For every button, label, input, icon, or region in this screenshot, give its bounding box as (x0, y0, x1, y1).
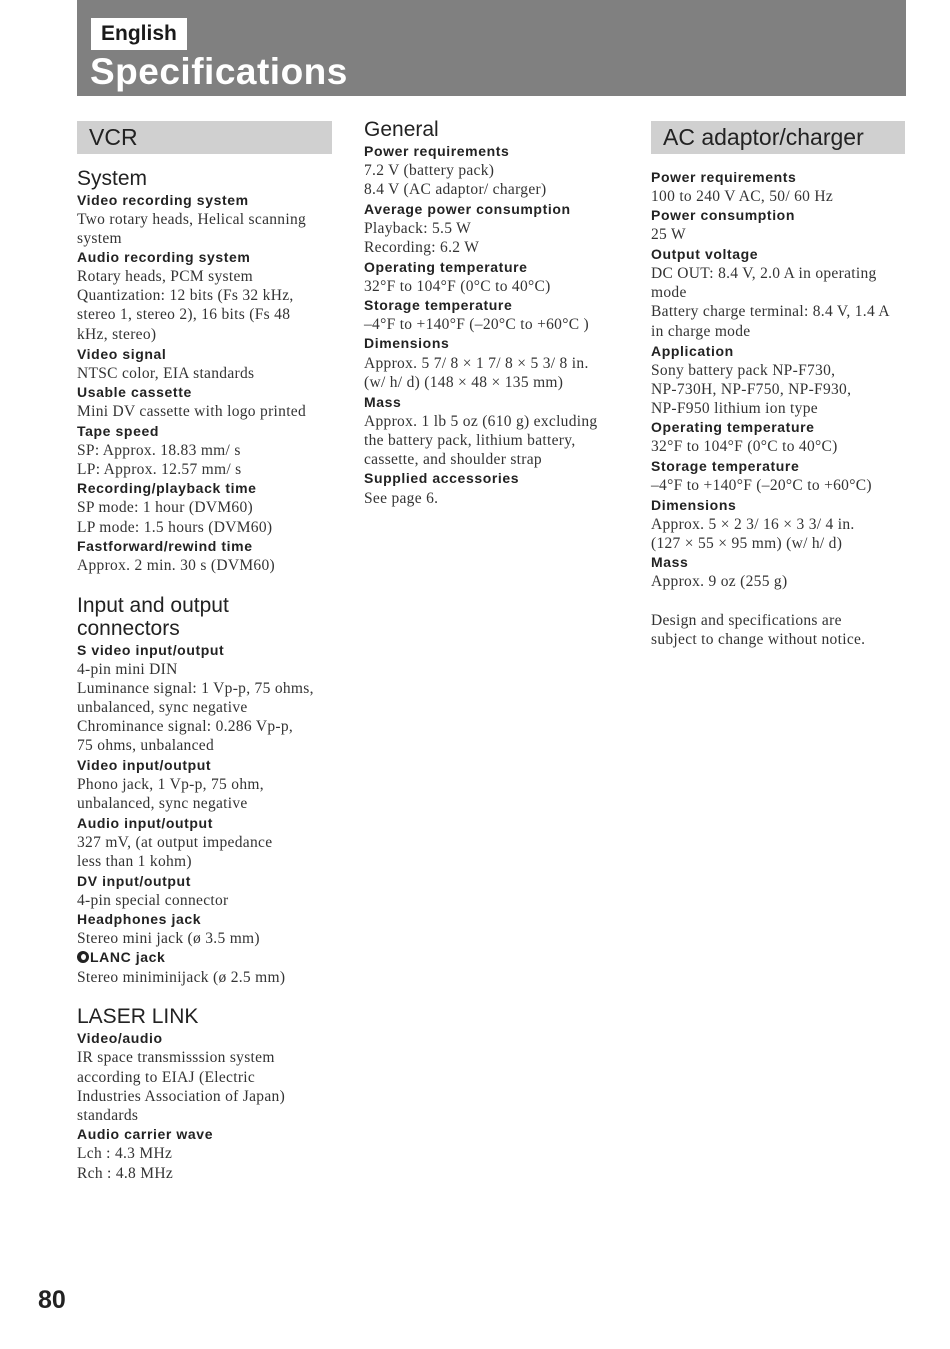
spec-value: kHz, stereo) (77, 326, 157, 343)
spec-value: 75 ohms, unbalanced (77, 737, 214, 754)
spec-value: 100 to 240 V AC, 50/ 60 Hz (651, 188, 834, 205)
spec-value: See page 6. (364, 490, 439, 507)
spec-value: 32°F to 104°F (0°C to 40°C) (364, 278, 551, 295)
spec-label: Power consumption (651, 207, 795, 223)
spec-value: cassette, and shoulder strap (364, 451, 542, 468)
spec-value: system (77, 230, 122, 247)
spec-label: Operating temperature (364, 259, 528, 275)
spec-value: Approx. 9 oz (255 g) (651, 573, 788, 590)
spec-value: Chrominance signal: 0.286 Vp-p, (77, 718, 294, 735)
spec-label: Tape speed (77, 423, 159, 439)
spec-value: SP: Approx. 18.83 mm/ s (77, 442, 241, 459)
spec-value: Two rotary heads, Helical scanning (77, 211, 307, 228)
spec-value: according to EIAJ (Electric (77, 1069, 256, 1086)
spec-value: NP-F950 lithium ion type (651, 400, 818, 417)
spec-value: 4-pin mini DIN (77, 661, 178, 678)
spec-label: Fastforward/rewind time (77, 538, 253, 554)
lanc-icon (77, 951, 89, 963)
system-heading: System (77, 167, 148, 190)
spec-label: Recording/playback time (77, 480, 257, 496)
spec-value: less than 1 kohm) (77, 853, 192, 870)
spec-label: Video signal (77, 346, 167, 362)
spec-value: 32°F to 104°F (0°C to 40°C) (651, 438, 838, 455)
notice-text: subject to change without notice. (651, 631, 866, 648)
spec-label-text: LANC jack (90, 949, 166, 965)
spec-label: Mass (651, 554, 689, 570)
spec-label: Usable cassette (77, 384, 192, 400)
spec-value: standards (77, 1107, 139, 1124)
spec-value: Phono jack, 1 Vp-p, 75 ohm, (77, 776, 264, 793)
spec-value: Stereo miniminijack (ø 2.5 mm) (77, 969, 286, 986)
vcr-heading: VCR (77, 121, 332, 154)
spec-value: Playback: 5.5 W (364, 220, 472, 237)
spec-label: Dimensions (364, 335, 450, 351)
spec-value: 25 W (651, 226, 686, 243)
general-heading: General (364, 118, 439, 141)
spec-label: Supplied accessories (364, 470, 520, 486)
spec-label: Power requirements (364, 143, 510, 159)
spec-value: 8.4 V (AC adaptor/ charger) (364, 181, 547, 198)
spec-value: in charge mode (651, 323, 751, 340)
spec-label: Storage temperature (651, 458, 800, 474)
spec-value: Approx. 1 lb 5 oz (610 g) excluding (364, 413, 598, 430)
spec-value: the battery pack, lithium battery, (364, 432, 576, 449)
spec-value: IR space transmisssion system (77, 1049, 275, 1066)
spec-value: Recording: 6.2 W (364, 239, 480, 256)
spec-value: Luminance signal: 1 Vp-p, 75 ohms, (77, 680, 314, 697)
spec-value: Rch : 4.8 MHz (77, 1165, 174, 1182)
page-title: Specifications (90, 51, 348, 92)
spec-value: LP: Approx. 12.57 mm/ s (77, 461, 242, 478)
spec-value: Approx. 2 min. 30 s (DVM60) (77, 557, 275, 574)
spec-value: NP-730H, NP-F750, NP-F930, (651, 381, 852, 398)
page-number: 80 (38, 1286, 66, 1314)
spec-value: Quantization: 12 bits (Fs 32 kHz, (77, 287, 294, 304)
lanc-jack-label (77, 948, 165, 967)
spec-value: LP mode: 1.5 hours (DVM60) (77, 519, 273, 536)
spec-value: Stereo mini jack (ø 3.5 mm) (77, 930, 260, 947)
spec-value: Approx. 5 7/ 8 × 1 7/ 8 × 5 3/ 8 in. (364, 355, 589, 372)
spec-value: unbalanced, sync negative (77, 795, 248, 812)
spec-value: 327 mV, (at output impedance (77, 834, 273, 851)
spec-label: DV input/output (77, 873, 191, 889)
spec-value: Battery charge terminal: 8.4 V, 1.4 A (651, 303, 890, 320)
spec-label: Video/audio (77, 1030, 163, 1046)
spec-label: S video input/output (77, 642, 225, 658)
spec-value: Lch : 4.3 MHz (77, 1145, 173, 1162)
spec-label: Video input/output (77, 757, 212, 773)
notice-text: Design and specifications are (651, 612, 842, 629)
spec-label: Average power consumption (364, 201, 571, 217)
spec-label: Audio input/output (77, 815, 213, 831)
spec-value: –4°F to +140°F (–20°C to +60°C) (651, 477, 872, 494)
spec-value: 7.2 V (battery pack) (364, 162, 495, 179)
spec-value: (127 × 55 × 95 mm) (w/ h/ d) (651, 535, 843, 552)
spec-value: Approx. 5 × 2 3/ 16 × 3 3/ 4 in. (651, 516, 855, 533)
spec-label: Video recording system (77, 192, 249, 208)
spec-value: (w/ h/ d) (148 × 48 × 135 mm) (364, 374, 564, 391)
spec-label: Storage temperature (364, 297, 513, 313)
spec-value: Mini DV cassette with logo printed (77, 403, 307, 420)
io-heading-line2: connectors (77, 617, 180, 640)
spec-value: SP mode: 1 hour (DVM60) (77, 499, 253, 516)
spec-value: Industries Association of Japan) (77, 1088, 286, 1105)
language-tag: English (91, 18, 187, 50)
spec-value: NTSC color, EIA standards (77, 365, 255, 382)
spec-label: Operating temperature (651, 419, 815, 435)
spec-label: Headphones jack (77, 911, 202, 927)
spec-value: DC OUT: 8.4 V, 2.0 A in operating (651, 265, 877, 282)
spec-label: Dimensions (651, 497, 737, 513)
laser-link-heading: LASER LINK (77, 1005, 199, 1028)
spec-value: –4°F to +140°F (–20°C to +60°C ) (364, 316, 589, 333)
spec-label: Mass (364, 394, 402, 410)
spec-value: Sony battery pack NP-F730, (651, 362, 836, 379)
spec-label: Audio carrier wave (77, 1126, 214, 1142)
ac-adaptor-heading: AC adaptor/charger (651, 121, 905, 154)
spec-label: Output voltage (651, 246, 759, 262)
spec-value: stereo 1, stereo 2), 16 bits (Fs 48 (77, 306, 291, 323)
spec-value: Rotary heads, PCM system (77, 268, 253, 285)
spec-value: 4-pin special connector (77, 892, 229, 909)
spec-label: Application (651, 343, 734, 359)
io-heading-line1: Input and output (77, 594, 229, 617)
spec-label: Audio recording system (77, 249, 251, 265)
spec-label: Power requirements (651, 169, 797, 185)
spec-value: mode (651, 284, 687, 301)
spec-value: unbalanced, sync negative (77, 699, 248, 716)
